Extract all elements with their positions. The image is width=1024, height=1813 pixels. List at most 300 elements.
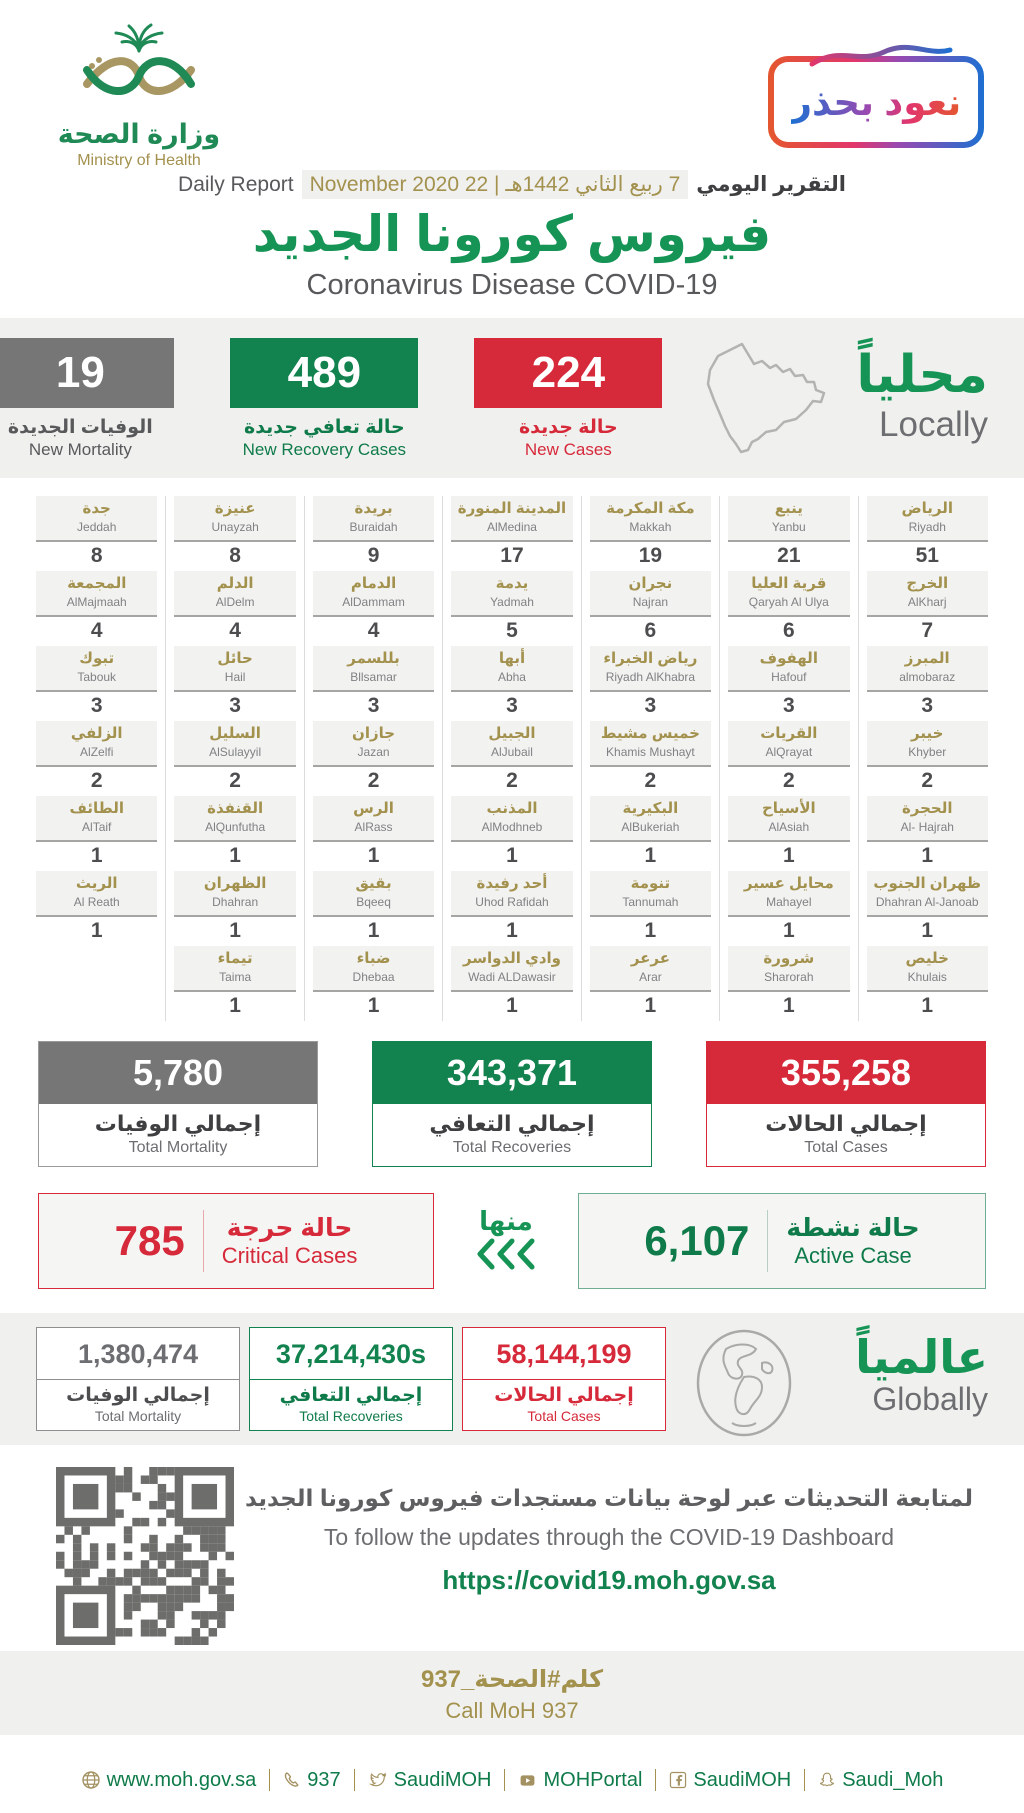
ministry-name-en: Ministry of Health: [77, 152, 201, 169]
global-mortality-label-ar: إجمالي الوفيات: [66, 1385, 210, 1406]
region-cases-value: 17: [500, 544, 524, 567]
region-name-en: AlAsiah: [768, 820, 810, 834]
region-cases-value: 3: [644, 694, 657, 717]
region-cell: [728, 721, 849, 795]
region-name-ar: قرية العليا: [751, 575, 827, 592]
region-cell: [867, 721, 988, 795]
footer-separator: [504, 1769, 505, 1791]
locally-stats: [0, 338, 662, 460]
region-name-en: Buraidah: [349, 520, 398, 534]
regions-grid: [0, 478, 1024, 1025]
total-recoveries-box: [372, 1041, 652, 1167]
region-cell: [174, 721, 295, 795]
region-cases-value: 4: [229, 619, 241, 642]
region-cases-value: 19: [638, 544, 663, 567]
region-cases-value: 1: [644, 994, 657, 1017]
globally-heading-en: Globally: [872, 1381, 988, 1418]
region-name-en: AlBukeriah: [621, 820, 680, 834]
region-name-ar: الجبيل: [488, 725, 536, 742]
region-cell: [451, 796, 572, 870]
region-cases-value: 3: [90, 694, 103, 717]
total-cases-value: 355,258: [707, 1042, 985, 1104]
region-cell: [36, 871, 157, 945]
active-cases-label-en: Active Case: [794, 1243, 912, 1268]
globally-heading-ar: عالمياً: [855, 1331, 988, 1383]
region-cases-value: 2: [367, 769, 380, 792]
region-cell: [36, 646, 157, 720]
critical-cases-label-en: Critical Cases: [221, 1243, 358, 1268]
total-cases-label-en: Total Cases: [804, 1139, 888, 1156]
region-name-en: AlMedina: [486, 520, 537, 534]
call-moh-en: Call MoH 937: [445, 1698, 579, 1723]
twitter-icon: [368, 1771, 388, 1789]
region-name-en: Unayzah: [211, 520, 259, 534]
total-mortality-label-ar: إجمالي الوفيات: [94, 1111, 262, 1136]
region-cell: [728, 646, 849, 720]
active-cases-box: [578, 1193, 986, 1289]
region-cases-value: 5: [506, 619, 518, 642]
region-name-ar: بقيق: [355, 875, 392, 892]
global-stats: [36, 1327, 666, 1431]
region-name-en: Bqeeq: [356, 895, 391, 909]
region-name-en: Abha: [497, 670, 526, 684]
region-cases-value: 2: [229, 769, 241, 792]
total-cases-label-ar: إجمالي الحالات: [765, 1111, 927, 1136]
region-cell: [36, 721, 157, 795]
region-name-ar: الزلفي: [70, 725, 123, 742]
footer-link-label: www.moh.gov.sa: [106, 1768, 257, 1791]
footer-link-saudimoh[interactable]: [669, 1769, 791, 1792]
region-name-ar: الخرج: [906, 575, 949, 592]
global-cases-box: [462, 1327, 666, 1431]
breakdown-row: [0, 1167, 1024, 1289]
dashboard-section: [0, 1445, 1024, 1651]
region-cell: [451, 871, 572, 945]
region-name-ar: المبرز: [904, 650, 950, 667]
region-column: [581, 496, 719, 1021]
moh-logo: [34, 14, 244, 170]
region-cases-value: 8: [90, 544, 103, 567]
region-cell: [728, 871, 849, 945]
region-name-en: Yanbu: [771, 520, 806, 534]
region-column: [858, 496, 996, 1021]
call-bar: [0, 1651, 1024, 1735]
locally-heading: [856, 348, 988, 445]
region-name-en: AlQrayat: [765, 745, 813, 759]
region-cases-value: 1: [367, 919, 380, 942]
region-cases-value: 6: [644, 619, 657, 642]
region-name-ar: مكة المكرمة: [606, 500, 695, 517]
region-name-ar: الحجرة: [901, 800, 953, 817]
region-name-en: Jeddah: [77, 520, 117, 534]
region-cases-value: 3: [921, 694, 934, 717]
active-cases-value: 6,107: [644, 1217, 750, 1264]
region-name-ar: جازان: [352, 725, 396, 742]
region-cases-value: 4: [90, 619, 103, 642]
footer-link-www-moh-gov-sa[interactable]: [81, 1769, 257, 1792]
region-cell: [174, 871, 295, 945]
footer-link-label: Saudi_Moh: [842, 1768, 944, 1791]
region-cell: [174, 496, 295, 570]
new-cases-value: 224: [474, 338, 662, 408]
region-cell: [590, 496, 711, 570]
region-name-en: Jazan: [357, 745, 390, 759]
region-name-en: Dhebaa: [352, 970, 395, 984]
region-name-ar: الهفوف: [759, 650, 818, 667]
region-name-ar: ضباء: [356, 950, 391, 967]
region-cases-value: 8: [229, 544, 241, 567]
region-name-en: Tannumah: [622, 895, 679, 909]
report-label-ar: التقرير اليومي: [696, 173, 846, 196]
region-name-en: AlTaif: [82, 820, 112, 834]
region-name-en: Al- Hajrah: [900, 820, 954, 834]
region-cases-value: 3: [229, 694, 241, 717]
footer-link-saudimoh[interactable]: [368, 1769, 492, 1792]
new-cases-label-en: New Cases: [524, 440, 612, 459]
region-cell: [313, 496, 434, 570]
global-cases-value: 58,144,199: [463, 1328, 665, 1380]
region-name-ar: المدينة المنورة: [457, 500, 567, 517]
region-cell: [451, 946, 572, 1020]
region-cell: [867, 796, 988, 870]
region-cell: [728, 496, 849, 570]
dashboard-note-ar: لمتابعة التحديثات عبر لوحة بيانات مستجدات فيروس كورونا الجديد: [245, 1485, 973, 1511]
region-name-ar: الظهران: [203, 875, 267, 892]
region-name-en: Tabouk: [77, 670, 117, 684]
region-name-ar: بللسمر: [347, 650, 400, 667]
region-cell: [590, 721, 711, 795]
phone-icon: [283, 1771, 301, 1789]
region-cases-value: 1: [644, 919, 657, 942]
region-name-en: Riyadh AlKhabra: [605, 670, 696, 684]
new-recovery-label-en: New Recovery Cases: [242, 440, 407, 459]
region-name-en: Al Reath: [73, 895, 120, 909]
global-recoveries-value: 37,214,430s: [250, 1328, 452, 1380]
region-column: [304, 496, 442, 1021]
region-name-en: AlModhneb: [481, 820, 543, 834]
region-name-en: Arar: [639, 970, 662, 984]
region-cases-value: 1: [782, 994, 795, 1017]
region-cell: [174, 646, 295, 720]
new-recovery-label-ar: حالة تعافي جديدة: [243, 417, 405, 438]
region-cell: [174, 571, 295, 645]
page-title-ar: فيروس كورونا الجديد: [252, 206, 772, 262]
region-name-ar: محايل عسير: [743, 875, 834, 892]
region-cases-value: 1: [921, 844, 934, 867]
footer-separator: [655, 1769, 656, 1791]
region-name-en: Khamis Mushayt: [606, 745, 695, 759]
global-mortality-box: [36, 1327, 240, 1431]
badge-swoosh-icon: [806, 42, 956, 68]
footer-link-937[interactable]: [283, 1769, 340, 1792]
region-name-ar: القنفذة: [207, 800, 264, 817]
total-cases-box: [706, 1041, 986, 1167]
region-cases-value: 21: [777, 544, 801, 567]
region-name-ar: ظهران الجنوب: [873, 875, 982, 892]
region-cases-value: 51: [915, 544, 939, 567]
locally-section: [0, 318, 1024, 478]
region-cell: [867, 871, 988, 945]
footer-separator: [804, 1769, 805, 1791]
region-name-en: Taima: [219, 970, 252, 984]
region-name-ar: خيبر: [911, 725, 944, 742]
region-name-ar: جدة: [82, 500, 111, 517]
region-name-en: Qaryah Al Ulya: [748, 595, 829, 609]
region-cell: [728, 946, 849, 1020]
global-recoveries-box: [249, 1327, 453, 1431]
region-name-en: AlKharj: [907, 595, 947, 609]
moh-emblem-icon: [59, 14, 219, 114]
of-which-block: [434, 1206, 578, 1276]
region-name-en: Makkah: [629, 520, 672, 534]
footer-link-saudi-moh[interactable]: [818, 1769, 943, 1792]
region-name-en: Hail: [224, 670, 246, 684]
total-mortality-value: 5,780: [39, 1042, 317, 1104]
region-name-ar: يدمة: [495, 575, 529, 592]
region-name-en: AlJubail: [490, 745, 533, 759]
region-name-en: Mahayel: [766, 895, 812, 909]
total-mortality-label-en: Total Mortality: [128, 1139, 228, 1156]
region-name-ar: المجمعة: [67, 575, 127, 592]
report-date: 7 ربيع الثاني 1442هـ | 22 November 2020: [302, 170, 689, 199]
region-cell: [590, 646, 711, 720]
region-cell: [590, 571, 711, 645]
region-cases-value: 9: [367, 544, 380, 567]
region-name-en: AlQunfutha: [205, 820, 266, 834]
region-column: [719, 496, 857, 1021]
region-name-ar: أحد رفيدة: [476, 875, 548, 892]
total-recoveries-label-ar: إجمالي التعافي: [429, 1111, 595, 1136]
region-name-en: Riyadh: [908, 520, 946, 534]
new-cases-stat: [474, 338, 662, 460]
globe-icon: [81, 1770, 101, 1790]
region-cell: [313, 721, 434, 795]
saudi-map-icon: [696, 338, 846, 473]
new-mortality-label-ar: الوفيات الجديدة: [7, 417, 153, 438]
region-name-ar: تيماء: [217, 950, 253, 967]
divider: [203, 1210, 204, 1272]
region-name-ar: أبها: [498, 650, 526, 667]
region-cases-value: 2: [782, 769, 795, 792]
region-name-ar: الدمام: [350, 575, 397, 592]
region-column: [28, 496, 165, 1021]
region-cases-value: 2: [644, 769, 657, 792]
region-cell: [867, 646, 988, 720]
title-block: [0, 170, 1024, 302]
report-label-en: Daily Report: [178, 172, 294, 196]
region-name-ar: الأسياح: [762, 800, 816, 817]
region-cell: [313, 646, 434, 720]
facebook-icon: [669, 1771, 687, 1789]
footer-link-label: SaudiMOH: [693, 1768, 792, 1791]
region-name-en: Dhahran Al-Janoab: [875, 895, 979, 909]
global-recoveries-label-en: Total Recoveries: [299, 1408, 403, 1424]
region-cases-value: 2: [90, 769, 103, 792]
global-cases-label-ar: إجمالي الحالات: [494, 1385, 634, 1406]
badge-label: نعود بحذر: [790, 81, 962, 123]
region-cell: [867, 496, 988, 570]
region-cell: [728, 796, 849, 870]
region-name-ar: عنيزة: [214, 500, 256, 517]
region-cell: [174, 796, 295, 870]
region-name-en: Hafouf: [771, 670, 807, 684]
region-cases-value: 1: [921, 994, 934, 1017]
globe-icon: [692, 1327, 796, 1444]
region-cases-value: 1: [644, 844, 657, 867]
region-cases-value: 1: [782, 919, 795, 942]
region-cases-value: 1: [367, 994, 380, 1017]
region-cases-value: 1: [367, 844, 380, 867]
footer-link-label: MOHPortal: [543, 1768, 643, 1791]
region-name-ar: المذنب: [486, 800, 538, 817]
region-name-en: Sharorah: [764, 970, 814, 984]
region-cell: [36, 496, 157, 570]
region-cell: [36, 571, 157, 645]
region-name-en: AlRass: [354, 820, 393, 834]
region-cases-value: 4: [367, 619, 380, 642]
footer-link-mohportal[interactable]: [518, 1769, 642, 1792]
dashboard-url-link[interactable]: https://covid19.moh.gov.sa: [442, 1565, 776, 1595]
region-cases-value: 1: [921, 919, 934, 942]
region-name-ar: القريات: [760, 725, 818, 742]
region-name-ar: الريث: [75, 875, 118, 892]
globally-heading: [800, 1333, 988, 1418]
active-cases-label-ar: حالة نشطة: [786, 1214, 920, 1242]
region-name-ar: خليص: [905, 950, 949, 967]
region-cell: [590, 796, 711, 870]
region-name-en: AlDammam: [342, 595, 405, 609]
total-recoveries-value: 343,371: [373, 1042, 651, 1104]
region-name-en: almobaraz: [899, 670, 956, 684]
region-cases-value: 3: [367, 694, 380, 717]
region-name-en: Khulais: [907, 970, 947, 984]
region-cases-value: 2: [506, 769, 518, 792]
global-mortality-value: 1,380,474: [37, 1328, 239, 1380]
new-cases-label-ar: حالة جديدة: [518, 417, 618, 438]
region-cases-value: 6: [782, 619, 795, 642]
region-name-en: Uhod Rafidah: [475, 895, 549, 909]
region-cell: [728, 571, 849, 645]
critical-cases-label-ar: حالة حرجة: [226, 1214, 353, 1242]
region-name-ar: تنومة: [630, 875, 671, 892]
region-cell: [174, 946, 295, 1020]
region-cell: [313, 946, 434, 1020]
region-name-ar: حائل: [217, 650, 253, 667]
region-name-ar: بريدة: [354, 500, 393, 517]
globally-section: [0, 1313, 1024, 1445]
ministry-name-ar: وزارة الصحة: [57, 119, 221, 149]
region-cases-value: 2: [921, 769, 934, 792]
region-name-ar: الرياض: [901, 500, 954, 517]
region-name-en: Najran: [632, 595, 669, 609]
region-cases-value: 3: [506, 694, 518, 717]
region-cases-value: 1: [229, 994, 241, 1017]
global-cases-label-en: Total Cases: [527, 1408, 601, 1424]
critical-cases-box: [38, 1193, 434, 1289]
region-name-ar: شرورة: [763, 950, 815, 967]
region-name-ar: تبوك: [79, 650, 115, 667]
page-title-en: Coronavirus Disease COVID-19: [306, 269, 718, 301]
qr-code: [56, 1467, 234, 1645]
header: [0, 0, 1024, 169]
footer-links: [0, 1735, 1024, 1813]
footer-separator: [269, 1769, 270, 1791]
badge-inner: [774, 62, 978, 142]
region-name-ar: السليل: [209, 725, 261, 742]
region-cases-value: 1: [782, 844, 795, 867]
footer-separator: [354, 1769, 355, 1791]
of-which-label: منها: [479, 1206, 533, 1236]
of-which-chevrons-icon: [474, 1237, 538, 1271]
dashboard-note-en: To follow the updates through the COVID-19 Dashboard: [323, 1524, 895, 1550]
snapchat-icon: [818, 1771, 836, 1789]
region-name-en: Khyber: [908, 745, 947, 759]
region-name-ar: وادي الدواسر: [462, 950, 562, 967]
totals-row: [0, 1025, 1024, 1167]
region-cell: [867, 946, 988, 1020]
region-cases-value: 7: [921, 619, 934, 642]
new-recovery-stat: [230, 338, 418, 460]
region-cell: [313, 571, 434, 645]
region-cell: [867, 571, 988, 645]
new-mortality-label-en: New Mortality: [28, 440, 132, 459]
new-recovery-value: 489: [230, 338, 418, 408]
footer-link-label: SaudiMOH: [393, 1768, 492, 1791]
region-name-en: Wadi ALDawasir: [468, 970, 556, 984]
region-cell: [590, 871, 711, 945]
region-cases-value: 1: [229, 919, 241, 942]
total-mortality-box: [38, 1041, 318, 1167]
new-mortality-value: 19: [0, 338, 174, 408]
region-name-ar: خميس مشيط: [600, 725, 700, 742]
footer-link-label: 937: [307, 1768, 341, 1791]
return-with-caution-badge: [768, 56, 984, 148]
region-cases-value: 3: [782, 694, 795, 717]
global-recoveries-label-ar: إجمالي التعافي: [279, 1385, 423, 1406]
region-cell: [451, 496, 572, 570]
region-cases-value: 1: [90, 919, 103, 942]
region-name-ar: رياض الخبراء: [603, 650, 698, 667]
region-name-ar: ينبع: [774, 500, 803, 517]
total-recoveries-label-en: Total Recoveries: [452, 1139, 572, 1156]
new-mortality-stat: [0, 338, 174, 460]
region-cell: [313, 796, 434, 870]
region-cases-value: 1: [90, 844, 103, 867]
region-cell: [590, 946, 711, 1020]
region-cases-value: 1: [229, 844, 241, 867]
region-cell: [451, 721, 572, 795]
region-cell: [313, 871, 434, 945]
divider: [767, 1210, 768, 1272]
date-row: [0, 170, 1024, 199]
region-cases-value: 1: [506, 919, 518, 942]
locally-heading-en: Locally: [879, 404, 988, 444]
region-cell: [451, 571, 572, 645]
region-name-en: Yadmah: [490, 595, 534, 609]
region-name-en: AlMajmaah: [66, 595, 127, 609]
region-cell: [36, 796, 157, 870]
youtube-icon: [518, 1772, 537, 1789]
region-name-ar: عرعر: [630, 950, 670, 967]
region-name-en: Dhahran: [212, 895, 259, 909]
region-name-ar: الدلم: [216, 575, 254, 592]
region-cases-value: 1: [506, 994, 518, 1017]
region-name-ar: الرس: [353, 800, 394, 817]
locally-heading-ar: محلياً: [856, 346, 988, 404]
region-cases-value: 1: [506, 844, 518, 867]
region-name-ar: نجران: [628, 575, 673, 592]
critical-cases-value: 785: [114, 1217, 185, 1264]
